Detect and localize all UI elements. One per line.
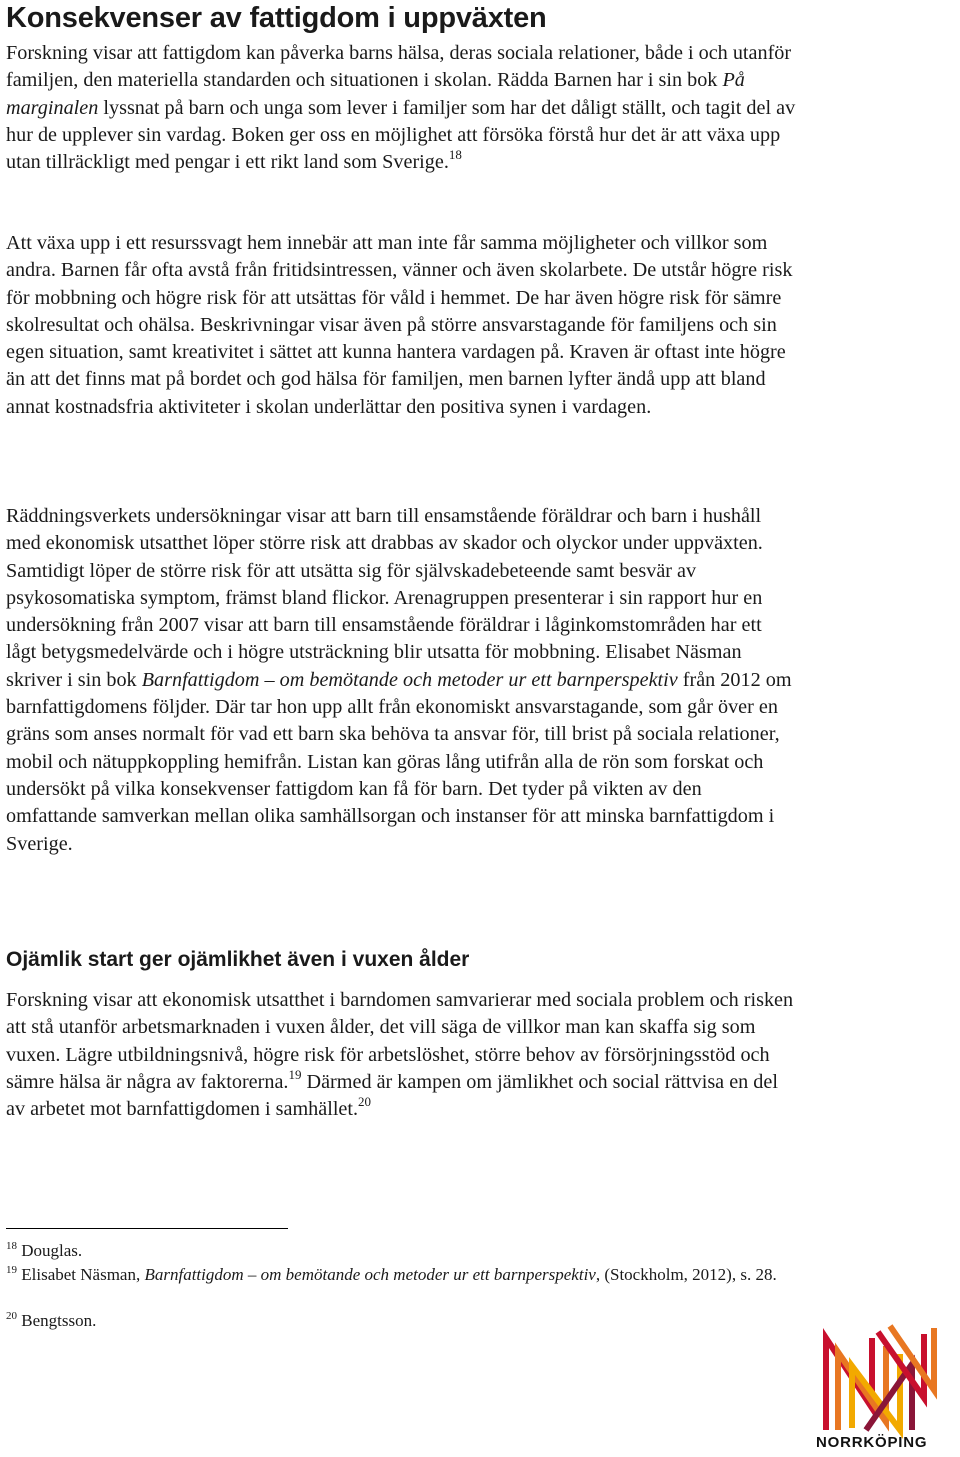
footnote-ref-20[interactable]: 20 xyxy=(358,1094,372,1110)
footnote-text: Elisabet Näsman, xyxy=(17,1265,145,1284)
book-title-1: På marginalen xyxy=(6,69,745,119)
footnote-ref-18[interactable]: 18 xyxy=(448,147,462,163)
footnote-number: 18 xyxy=(6,1240,17,1252)
footnote-book-title: Barnfattigdom – om bemötande och metoder ur ett barnperspektiv xyxy=(144,1265,596,1284)
page-title: Konsekvenser av fattigdom i uppväxten xyxy=(6,2,547,34)
footnote-divider xyxy=(6,1228,288,1229)
p3-text-a: Räddningsverkets undersökningar visar att barn till ensamstående föräldrar och barn i hushåll med ekonomisk utsatthet löper större risk att drabbas av skador och olyckor under uppväxten. Samtidigt löper de större risk för att utsätta sig för självskadebeteende samt besvär av psykosomatiska symptom, främst bland flickor. Arenagruppen presenterar i sin rapport hur en undersökning från 2007 visar att barn till ensamstående föräldrar i låginkomstområden har ett lågt betygsmedelvärde och i högre utsträckning blir utsatta för mobbning. Elisabet Näsman skriver i sin bok xyxy=(6,505,763,691)
p3-text-b: från 2012 om barnfattigdomens följder. Där tar hon upp allt från ekonomiskt ansvarstagande, som går över en gräns som anses normalt för vad ett barn ska behöva ta ansvar för, till brist på sociala relationer, mobil och nätuppkoppling hemifrån. Listan kan göras lång utifrån alla de rön som forskat och undersökt på vilka konsekvenser fattigdom kan få för barn. Det tyder på vikten av den omfattande samverkan mellan olika samhällsorgan och instanser för att minska barnfattigdom i Sverige. xyxy=(6,668,792,855)
footnote-ref-19[interactable]: 19 xyxy=(288,1066,302,1082)
p1-text-a: Forskning visar att fattigdom kan påverka barns hälsa, deras sociala relationer, både i och utanför familjen, den materiella standarden och situationen i skolan. Rädda Barnen har i sin bok xyxy=(6,42,792,92)
footnote-text: , (Stockholm, 2012), s. 28. xyxy=(595,1265,777,1284)
footnote-text: Douglas. xyxy=(17,1241,83,1260)
footnote-number: 19 xyxy=(6,1264,17,1276)
paragraph-1 xyxy=(6,40,796,176)
paragraph-2: Att växa upp i ett resurssvagt hem innebär att man inte får samma möjligheter och villkor som andra. Barnen får ofta avstå från fritidsintressen, vänner och även skolarbete. De utstår högre risk för mobbning och högre risk för att utsättas för våld i hemmet. De har även högre risk för sämre skolresultat och ohälsa. Beskrivningar visar även på större ansvarstagande för familjens och sin egen situation, samt kreativitet i sättet att kunna hantera vardagen på. Kraven är oftast inte högre än att det finns mat på bordet och god hälsa för familjen, men barnen lyfter ändå upp att bland annat kostnadsfria aktiviteter i skolan underlättar den positiva synen i vardagen. xyxy=(6,232,793,418)
paragraph-3 xyxy=(6,503,796,858)
footnote-text: Bengtsson. xyxy=(17,1311,97,1330)
p1-text-b: lyssnat på barn och unga som lever i familjer som har det dåligt ställt, och tagit del av hur de upplever sin vardag. Boken ger oss en möjlighet att försöka förstå hur det är att växa upp utan tillräckligt med pengar i ett rikt land som Sverige. xyxy=(6,96,796,174)
p4-text-b: Därmed är kampen om jämlikhet och social rättvisa en del av arbetet mot barnfattigdomen i samhället. xyxy=(6,1070,778,1121)
footnote-18 xyxy=(6,1239,806,1262)
p4-text-a: Forskning visar att ekonomisk utsatthet i barndomen samvarierar med sociala problem och risken att stå utanför arbetsmarknaden i vuxen ålder, det vill säga de villkor man kan skaffa sig som vuxen. Lägre utbildningsnivå, högre risk för arbetslöshet, större behov av försörjningsstöd och sämre hälsa är några av faktorerna. xyxy=(6,989,794,1093)
section-heading: Ojämlik start ger ojämlikhet även i vuxen ålder xyxy=(6,948,470,971)
paragraph-4 xyxy=(6,987,796,1123)
footnote-20 xyxy=(6,1309,806,1332)
book-title-2: Barnfattigdom – om bemötande och metoder ur ett barnperspektiv xyxy=(141,668,678,691)
logo-wordmark: NORRKÖPING xyxy=(816,1434,928,1451)
footnote-number: 20 xyxy=(6,1310,17,1322)
footnote-19 xyxy=(6,1263,806,1286)
